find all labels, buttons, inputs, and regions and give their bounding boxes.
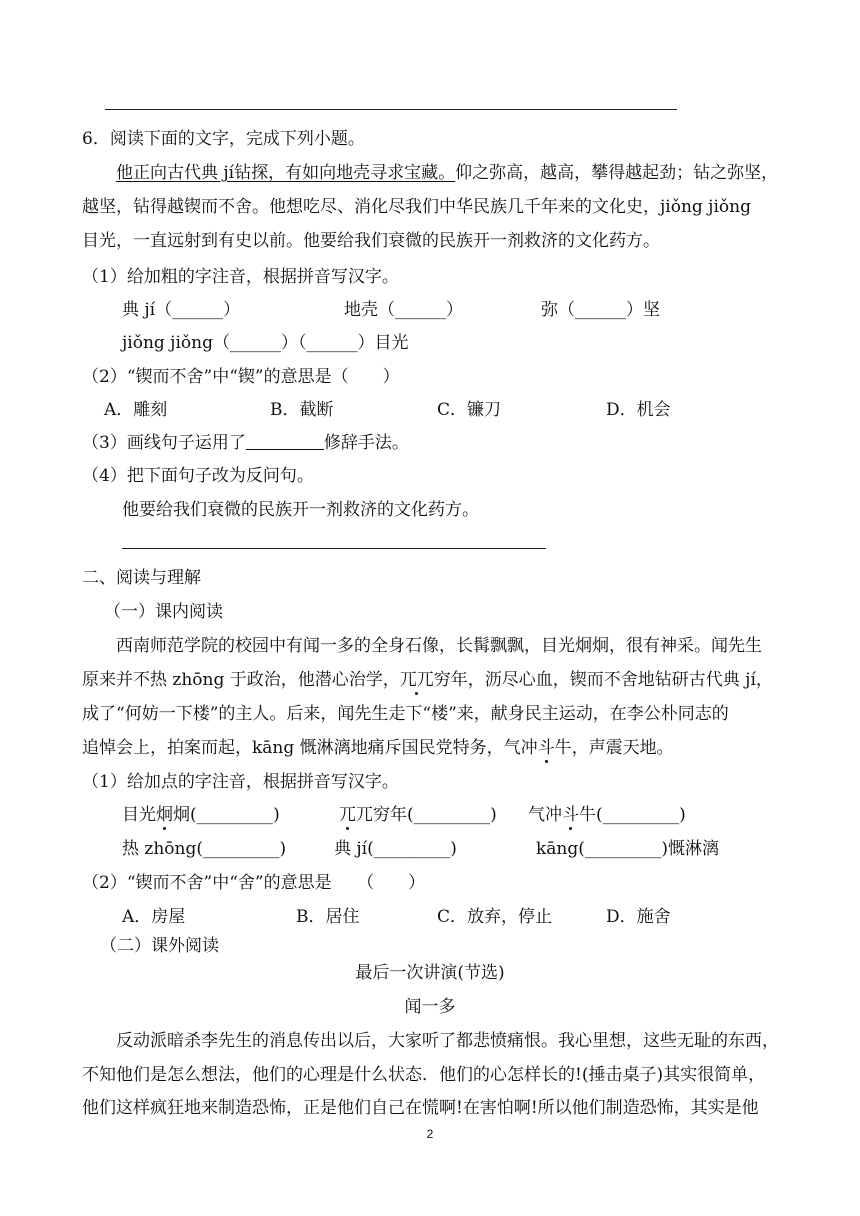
sec2-option-c[interactable]: C．放弃，停止 xyxy=(437,907,553,927)
q6-sub4-sentence: 他要给我们衰微的民族开一剂救济的文化药方。 xyxy=(122,500,479,520)
text: 牛(_________) xyxy=(579,805,686,825)
q6-fill-2[interactable]: 地壳（______） xyxy=(344,300,463,320)
article-line-3: 他们这样疯狂地来制造恐怖，正是他们自己在慌啊!在害怕啊!所以他们制造恐怖，其实是他 xyxy=(82,1098,759,1118)
question-6-title: 6．阅读下面的文字，完成下列小题。 xyxy=(82,129,365,149)
sub3-prefix: （3）画线句子运用了 xyxy=(82,433,246,453)
sec2-fill-4[interactable]: 热 zhōng(_________) xyxy=(122,839,287,859)
text: 追悼会上，拍案而起，kāng 慨淋漓地痛斥国民党特务，气冲 xyxy=(82,738,538,758)
answer-line[interactable] xyxy=(122,548,546,549)
reading-line-3: 成了“何妨一下楼”的主人。后来，闻先生走下“楼”来，献身民主运动，在李公朴同志的 xyxy=(82,704,729,724)
answer-line xyxy=(105,109,677,110)
page-number: 2 xyxy=(426,1127,434,1141)
dotted-chars: 兀兀 xyxy=(399,670,434,690)
dotted-char: 斗 xyxy=(537,738,555,758)
sub3-suffix: 修辞手法。 xyxy=(323,433,409,453)
q6-fill-3[interactable]: 弥（______）坚 xyxy=(541,300,660,320)
q6-fill-4[interactable]: jiǒng jiǒng（______）（______）目光 xyxy=(122,333,409,353)
text: 兀穷年(_________) xyxy=(356,805,497,825)
q6-sub3 xyxy=(82,432,409,454)
text: 牛，声震天地。 xyxy=(554,738,674,758)
sec2-option-b[interactable]: B．居住 xyxy=(296,907,360,927)
q6-paragraph-line-1 xyxy=(116,162,778,184)
sec2-fill-3[interactable] xyxy=(528,804,686,826)
q6-option-b[interactable]: B．截断 xyxy=(270,400,334,420)
sec2-fill-2[interactable] xyxy=(339,804,497,826)
sec2-option-d[interactable]: D．施舍 xyxy=(606,907,671,927)
sec2-option-a[interactable]: A．房屋 xyxy=(122,907,186,927)
q6-sub1: （1）给加粗的字注音，根据拼音写汉字。 xyxy=(82,267,399,287)
dotted-char: 斗 xyxy=(562,805,579,825)
q6-sub2: （2）“锲而不舍”中“锲”的意思是（ ） xyxy=(82,367,400,387)
text: 原来并不热 zhōng 于政治，他潜心治学， xyxy=(82,670,400,690)
text: 气冲 xyxy=(528,805,562,825)
sec2-fill-5[interactable]: 典 jí(_________) xyxy=(334,839,457,859)
dotted-char: 炯 xyxy=(156,805,173,825)
part-2-title: （二）课外阅读 xyxy=(100,936,219,956)
q6-option-d[interactable]: D．机会 xyxy=(606,400,671,420)
underlined-sentence: 他正向古代典 jí钻探，有如向地壳寻求宝藏。 xyxy=(116,163,456,183)
sec2-fill-6[interactable]: kāng(_________)慨淋漓 xyxy=(536,839,720,859)
reading-line-2 xyxy=(82,669,773,691)
text: 目光 xyxy=(122,805,156,825)
article-author: 闻一多 xyxy=(404,997,456,1017)
q6-option-c[interactable]: C．镰刀 xyxy=(437,400,502,420)
sec2-q1: （1）给加点的字注音，根据拼音写汉字。 xyxy=(82,772,399,792)
section-2-title: 二、阅读与理解 xyxy=(82,568,201,588)
part-1-title: （一）课内阅读 xyxy=(104,602,223,622)
q6-sub4: （4）把下面句子改为反问句。 xyxy=(82,466,314,486)
article-line-1: 反动派暗杀李先生的消息传出以后，大家听了都悲愤痛恨。我心里想，这些无耻的东西， xyxy=(116,1031,779,1051)
fill-blank-line[interactable] xyxy=(246,433,324,450)
text: 穷年，沥尽心血，锲而不舍地钻研古代典 jí， xyxy=(433,670,773,690)
q6-paragraph-line-3: 目光，一直远射到有史以前。他要给我们衰微的民族开一剂救济的文化药方。 xyxy=(82,231,660,251)
sec2-q2: （2）“锲而不舍”中“舍”的意思是 （ ） xyxy=(82,873,426,893)
q6-fill-1[interactable]: 典 jí（______） xyxy=(122,300,241,320)
reading-line-4 xyxy=(82,737,674,759)
q6-paragraph-line-2: 越坚，钻得越锲而不舍。他想吃尽、消化尽我们中华民族几千年来的文化史，jiǒng jiǒng xyxy=(82,197,751,217)
dotted-char: 兀 xyxy=(339,805,356,825)
text: 炯(_________) xyxy=(173,805,280,825)
sec2-fill-1[interactable] xyxy=(122,804,280,826)
paragraph-text: 仰之弥高，越高，攀得越起劲；钻之弥坚， xyxy=(455,163,779,183)
article-line-2: 不知他们是怎么想法，他们的心理是什么状态．他们的心怎样长的!(捶击桌子)其实很简单， xyxy=(82,1065,766,1085)
article-title: 最后一次讲演(节选) xyxy=(355,963,505,983)
q6-option-a[interactable]: A．雕刻 xyxy=(104,400,168,420)
reading-line-1: 西南师范学院的校园中有闻一多的全身石像，长髯飘飘，目光炯炯，很有神采。闻先生 xyxy=(116,636,762,656)
